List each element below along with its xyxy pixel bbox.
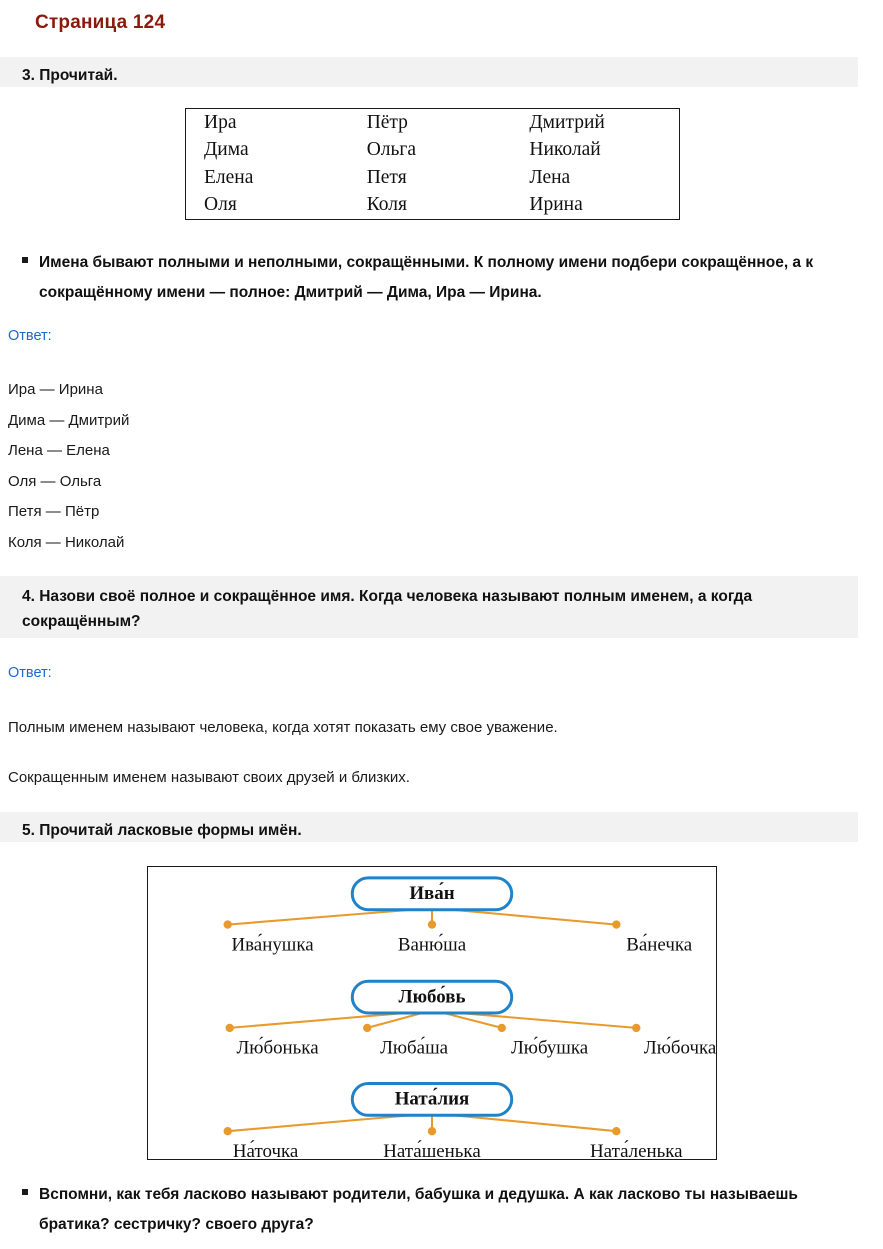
- child-label: Лю́бушка: [510, 1037, 589, 1059]
- branch-dot: [224, 1127, 232, 1135]
- node-label-nataliya: Ната́лия: [394, 1088, 470, 1110]
- task-3-answer-label: Ответ:: [8, 328, 52, 344]
- task-3-bullet-text: Имена бывают полными и неполными, сокращёнными. К полному имени подбери сокращённое, а к сокращённому имени — полное: Дмитрий — Дима, Ира — Ирина.: [39, 254, 814, 302]
- task-3-bullet: [22, 248, 832, 308]
- branch-dot: [428, 920, 436, 928]
- child-label: Ваню́ша: [397, 934, 467, 956]
- names-table-box: [185, 108, 680, 220]
- child-label: Люба́ша: [380, 1037, 449, 1059]
- child-label: Лю́бочка: [643, 1037, 716, 1059]
- child-label: На́точка: [232, 1141, 299, 1159]
- branch-dot: [428, 1127, 436, 1135]
- task-3-header: 3. Прочитай.: [0, 57, 858, 87]
- branch-line: [228, 1115, 410, 1131]
- branch-dot: [498, 1024, 506, 1032]
- nickname-diagram-svg: [148, 867, 716, 1159]
- child-label: Ната́ленька: [590, 1141, 683, 1159]
- table-cell: Лена: [529, 166, 571, 188]
- bullet-square-icon: [22, 1189, 28, 1195]
- node-label-lyubov: Любо́вь: [398, 986, 466, 1008]
- branch-line: [228, 910, 412, 925]
- table-cell: Елена: [204, 166, 254, 188]
- table-cell: Коля: [366, 194, 407, 216]
- branch-line: [452, 910, 616, 925]
- task-4-header: 4. Назови своё полное и сокращённое имя. Когда человека называют полным именем, а когда сокращённым?: [0, 576, 858, 638]
- child-label: Ва́нечка: [626, 934, 693, 956]
- branch-dot: [612, 1127, 620, 1135]
- branch-dot: [363, 1024, 371, 1032]
- table-cell: Ольга: [366, 139, 417, 161]
- task-5-bullet-text: Вспомни, как тебя ласково называют родители, бабушка и дедушка. А как ласково ты называешь братика? сестричку? своего друга?: [39, 1186, 798, 1234]
- branch-dot: [612, 920, 620, 928]
- task-3-answer-line: Дима — Дмитрий: [8, 412, 130, 429]
- table-cell: Дима: [204, 139, 249, 161]
- tree-nataliya: [224, 1084, 684, 1159]
- table-row: [186, 164, 679, 192]
- table-row: [186, 109, 679, 137]
- task-3-answer-line: Петя — Пётр: [8, 503, 100, 520]
- bullet-square-icon: [22, 257, 28, 263]
- table-row: [186, 192, 679, 220]
- table-cell: Ирина: [529, 194, 583, 216]
- task-5-header: 5. Прочитай ласковые формы имён.: [0, 812, 858, 842]
- task-4-answer-label: Ответ:: [8, 665, 52, 681]
- table-cell: Дмитрий: [529, 111, 605, 133]
- child-label: Лю́бонька: [236, 1037, 319, 1059]
- tree-lyubov: [226, 981, 716, 1058]
- branch-line: [454, 1115, 616, 1131]
- task-3-answer-line: Ира — Ирина: [8, 381, 103, 398]
- task-5-bullet: [22, 1180, 852, 1240]
- child-label: Ната́шенька: [383, 1141, 481, 1159]
- task-4-answer-paragraph: Полным именем называют человека, когда хотят показать ему свое уважение.: [8, 719, 558, 736]
- branch-dot: [224, 920, 232, 928]
- branch-line: [459, 1013, 636, 1028]
- table-cell: Ира: [204, 111, 237, 133]
- tree-ivan: [224, 878, 693, 955]
- table-cell: Петя: [366, 166, 407, 188]
- table-cell: Оля: [204, 194, 237, 216]
- branch-dot: [226, 1024, 234, 1032]
- task-4-answer-paragraph: Сокращенным именем называют своих друзей и близких.: [8, 769, 410, 786]
- task-3-answer-line: Оля — Ольга: [8, 473, 102, 490]
- child-label: Ива́нушка: [231, 934, 314, 956]
- table-row: [186, 137, 679, 165]
- table-cell: Пётр: [366, 111, 408, 133]
- table-cell: Николай: [529, 139, 601, 161]
- task-3-answer-line: Коля — Николай: [8, 534, 125, 551]
- node-label-ivan: Ива́н: [409, 883, 455, 905]
- task-3-answer-line: Лена — Елена: [8, 442, 110, 459]
- names-table: [186, 109, 679, 219]
- page-title: Страница 124: [35, 12, 166, 33]
- nickname-diagram: [147, 866, 717, 1160]
- branch-dot: [632, 1024, 640, 1032]
